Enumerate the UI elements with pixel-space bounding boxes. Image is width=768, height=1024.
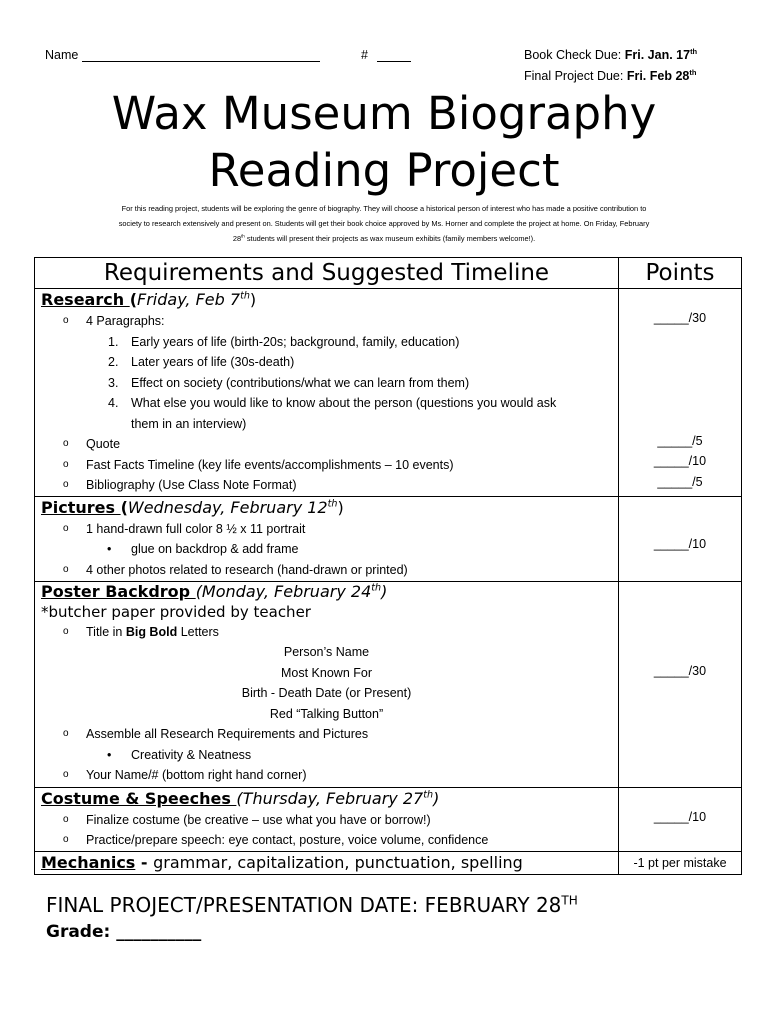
list-item: 1. Early years of life (birth-20s; background, family, education) [108,334,460,349]
title-line-dates: Birth - Death Date (or Present) [241,686,412,700]
section-research [35,289,742,497]
points-quote[interactable]: _____/5 [657,434,703,448]
list-item: • Creativity & Neatness [35,745,618,766]
list-item: o Finalize costume (be creative – use what you have or borrow!) [35,810,618,831]
list-item: o 1 hand-drawn full color 8 ½ x 11 portrait [35,519,618,540]
pictures-heading: Pictures (Wednesday, February 12th) [41,497,344,517]
list-item: o Bibliography (Use Class Note Format) [35,475,618,496]
research-heading: Research (Friday, Feb 7th) [41,290,257,309]
list-item-continuation: them in an interview) [131,416,247,431]
requirements-table [34,257,742,875]
number-blank[interactable] [377,61,411,62]
title-line-persons-name: Person’s Name [283,645,370,659]
points-bibliography[interactable]: _____/5 [657,475,703,489]
col-header-points: Points [619,258,742,289]
list-item: o Assemble all Research Requirements and Pictures [35,724,618,745]
title-line-talking-button: Red “Talking Button” [269,706,384,721]
list-item: 4. What else you would like to know about the person (questions you would ask [108,396,557,410]
intro-paragraph: For this reading project, students will be exploring the genre of biography. They will choose a historical person of interest who has made a positive contribution to society to research extensively and present on. Students will get their book choice approved by Ms. Horner and complete the project at home. On Friday, February 28th students will present their projects as wax museum exhibits (family members welcome!). [118,204,650,243]
section-costume-speeches [35,787,742,851]
grade-label: Grade: [46,922,117,942]
title-line-known-for: Most Known For [280,665,372,680]
points-mechanics: -1 pt per mistake [619,851,742,874]
list-item: o 4 Paragraphs: [35,311,618,332]
name-label: Name [45,48,79,62]
number-label: # [361,48,368,62]
list-item: 3. Effect on society (contributions/what we can learn from them) [108,375,470,390]
number-field[interactable] [361,48,411,62]
list-item: o Practice/prepare speech: eye contact, posture, voice volume, confidence [35,830,618,851]
list-item: o Fast Facts Timeline (key life events/accomplishments – 10 events) [35,455,618,476]
points-timeline[interactable]: _____/10 [653,454,707,468]
list-item: o Your Name/# (bottom right hand corner) [35,765,618,786]
points-pictures[interactable]: _____/10 [653,536,707,551]
col-header-requirements: Requirements and Suggested Timeline [35,258,619,289]
butcher-paper-note: *butcher paper provided by teacher [41,602,311,621]
book-check-date: Fri. Jan. 17 [624,48,691,62]
section-mechanics [35,851,742,874]
page-title-line1: Wax Museum Biography [111,87,657,140]
list-item: o Quote [35,434,618,455]
name-field[interactable] [45,48,320,62]
book-check-due: Book Check Due: Fri. Jan. 17th [524,46,698,62]
points-poster[interactable]: _____/30 [653,663,707,678]
list-item: o 4 other photos related to research (hand-drawn or printed) [35,560,618,581]
list-item: o Title in Big Bold Letters [35,622,618,643]
section-pictures [35,496,742,581]
points-costume[interactable]: _____/10 [653,809,707,824]
list-item: 2. Later years of life (30s-death) [108,355,295,369]
grade-field[interactable] [46,922,201,942]
page-title-line2: Reading Project [208,144,560,197]
final-project-due: Final Project Due: Fri. Feb 28th [524,67,697,83]
poster-heading: Poster Backdrop (Monday, February 24th) [41,581,388,601]
section-poster-backdrop [35,581,742,787]
list-item: • glue on backdrop & add frame [35,539,618,560]
points-paragraphs[interactable]: _____/30 [653,311,707,325]
mechanics-heading: Mechanics - grammar, capitalization, punctuation, spelling [41,852,523,872]
name-blank[interactable] [82,61,320,62]
final-presentation-date: FINAL PROJECT/PRESENTATION DATE: FEBRUARY 28TH [46,893,578,917]
grade-blank[interactable]: __________ [116,922,202,942]
costume-heading: Costume & Speeches (Thursday, February 27th) [41,788,440,808]
final-due-date: Fri. Feb 28 [626,69,690,83]
